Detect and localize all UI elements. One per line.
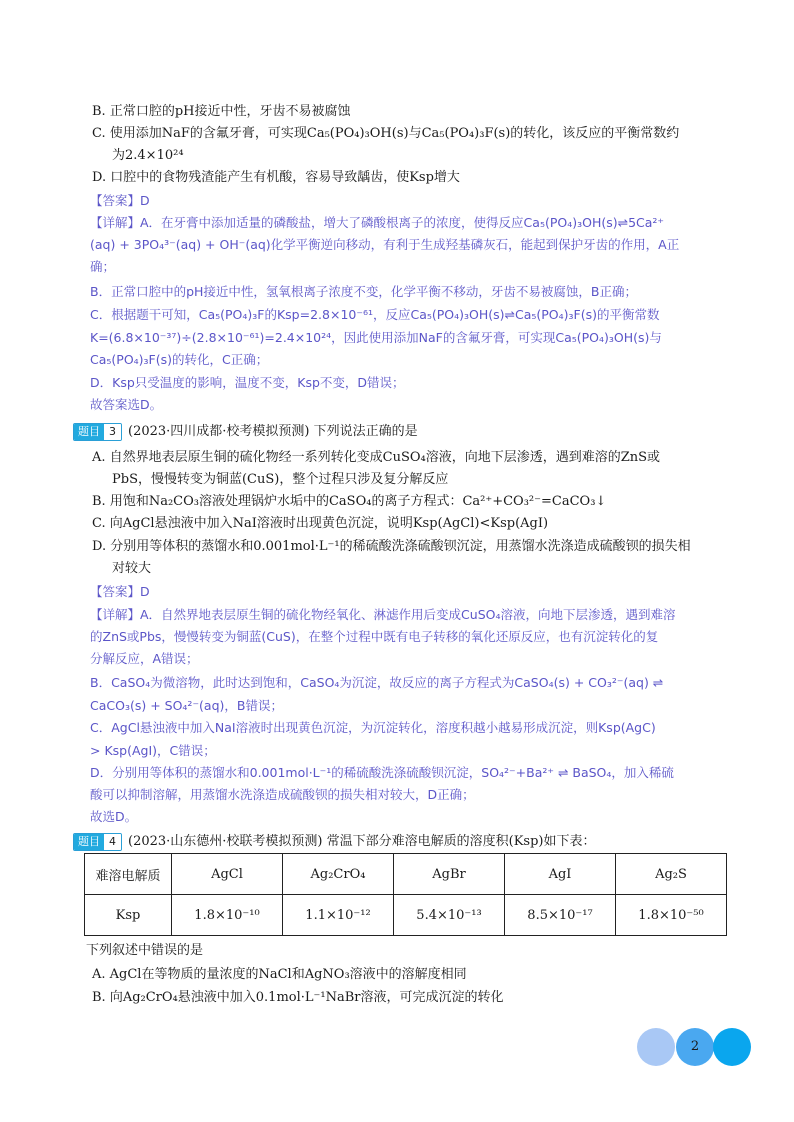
q3-explain-line: 【详解】A．自然界地表层原生铜的硫化物经氧化、淋滤作用后变成CuSO₄溶液，向地下层渗透，遇到难溶 — [90, 607, 676, 622]
q3-stem: (2023·四川成都·校考模拟预测) 下列说法正确的是 — [128, 424, 418, 439]
page-circle-right — [713, 1028, 751, 1066]
q3-explain-line: C．AgCl悬浊液中加入NaI溶液时出现黄色沉淀，为沉淀转化，溶度积越小越易形成沉淀，则Ksp(AgC) — [90, 720, 656, 735]
question-badge-label: 题目 — [74, 424, 104, 440]
q4-option-a: A. AgCl在等物质的量浓度的NaCl和AgNO₃溶液中的溶解度相同 — [92, 967, 467, 982]
q2-option-d: D. 口腔中的食物残渣能产生有机酸，容易导致龋齿，使Ksp增大 — [92, 170, 460, 185]
table-cell: AgCl — [172, 854, 283, 895]
q4-header — [73, 833, 595, 851]
table-cell: 难溶电解质 — [85, 854, 172, 895]
q4-prompt: 下列叙述中错误的是 — [86, 943, 204, 958]
q3-option-c: C. 向AgCl悬浊液中加入NaI溶液时出现黄色沉淀，说明Ksp(AgCl)<Ksp(AgI) — [92, 516, 549, 531]
q3-explain-line: B．CaSO₄为微溶物，此时达到饱和，CaSO₄为沉淀，故反应的离子方程式为CaSO₄(s) + CO₃²⁻(aq) ⇌ — [90, 675, 664, 690]
question-badge-label: 题目 — [74, 834, 104, 850]
q3-explain-line: 的ZnS或Pbs，慢慢转变为铜蓝(CuS)，在整个过程中既有电子转移的氧化还原反应，也有沉淀转化的复 — [90, 629, 659, 644]
q4-stem: (2023·山东德州·校联考模拟预测) 常温下部分难溶电解质的溶度积(Ksp)如下表： — [128, 834, 596, 849]
page-number: 2 — [690, 1039, 700, 1054]
q3-option-d: D. 分别用等体积的蒸馏水和0.001mol·L⁻¹的稀硫酸洗涤硫酸钡沉淀，用蒸馏水洗涤造成硫酸钡的损失相 — [92, 539, 691, 554]
q2-explain-line: K=(6.8×10⁻³⁷)÷(2.8×10⁻⁶¹)=2.4×10²⁴，因此使用添加NaF的含氟牙膏，可实现Ca₅(PO₄)₃OH(s)与 — [90, 330, 662, 345]
table-row — [85, 895, 727, 936]
table-cell: AgI — [505, 854, 616, 895]
q3-header — [73, 423, 418, 441]
q4-option-b: B. 向Ag₂CrO₄悬浊液中加入0.1mol·L⁻¹NaBr溶液，可完成沉淀的转化 — [92, 990, 504, 1005]
question-badge-number: 4 — [104, 834, 121, 850]
q3-option-a-cont: PbS，慢慢转变为铜蓝(CuS)，整个过程只涉及复分解反应 — [112, 472, 449, 487]
question-badge — [73, 423, 122, 441]
q3-explain-line: 分解反应，A错误； — [90, 651, 199, 666]
q2-option-b: B. 正常口腔的pH接近中性，牙齿不易被腐蚀 — [92, 104, 351, 119]
table-cell: 5.4×10⁻¹³ — [394, 895, 505, 936]
q3-explain-line: 故选D。 — [90, 809, 138, 824]
q3-explain-line: CaCO₃(s) + SO₄²⁻(aq)，B错误； — [90, 698, 283, 713]
table-cell: 8.5×10⁻¹⁷ — [505, 895, 616, 936]
page-circle-left — [637, 1028, 675, 1066]
ksp-table — [84, 853, 727, 936]
table-cell: 1.1×10⁻¹² — [283, 895, 394, 936]
table-cell: Ag₂S — [616, 854, 727, 895]
question-badge — [73, 833, 122, 851]
table-cell: 1.8×10⁻¹⁰ — [172, 895, 283, 936]
q3-option-b: B. 用饱和Na₂CO₃溶液处理锅炉水垢中的CaSO₄的离子方程式：Ca²⁺+CO₃²⁻=CaCO₃↓ — [92, 494, 607, 509]
q3-explain-line: > Ksp(AgI)，C错误； — [90, 743, 216, 758]
table-row — [85, 854, 727, 895]
q2-explain-line: Ca₅(PO₄)₃F(s)的转化，C正确； — [90, 352, 269, 367]
q2-option-c-cont: 为2.4×10²⁴ — [112, 148, 184, 163]
q2-explain-line: D．Ksp只受温度的影响，温度不变，Ksp不变，D错误； — [90, 375, 405, 390]
q2-answer: 【答案】D — [90, 193, 150, 208]
q2-explain-line: 故答案选D。 — [90, 397, 163, 412]
table-cell: AgBr — [394, 854, 505, 895]
q2-explain-line: 确； — [90, 259, 116, 274]
q3-option-a: A. 自然界地表层原生铜的硫化物经一系列转化变成CuSO₄溶液，向地下层渗透，遇到难溶的ZnS或 — [92, 450, 661, 465]
q2-option-c: C. 使用添加NaF的含氟牙膏，可实现Ca₅(PO₄)₃OH(s)与Ca₅(PO₄)₃F(s)的转化，该反应的平衡常数约 — [92, 126, 680, 141]
q2-explain-line: C．根据题干可知，Ca₅(PO₄)₃F的Ksp=2.8×10⁻⁶¹，反应Ca₅(PO₄)₃OH(s)⇌Ca₅(PO₄)₃F(s)的平衡常数 — [90, 307, 660, 322]
q3-answer: 【答案】D — [90, 584, 150, 599]
q2-explain-line: B．正常口腔中的pH接近中性，氢氧根离子浓度不变，化学平衡不移动，牙齿不易被腐蚀，B正确； — [90, 284, 637, 299]
table-cell: Ksp — [85, 895, 172, 936]
q2-explain-line: 【详解】A．在牙膏中添加适量的磷酸盐，增大了磷酸根离子的浓度，使得反应Ca₅(PO₄)₃OH(s)⇌5Ca²⁺ — [90, 215, 665, 230]
question-badge-number: 3 — [104, 424, 121, 440]
q2-explain-line: (aq) + 3PO₄³⁻(aq) + OH⁻(aq)化学平衡逆向移动，有利于生成羟基磷灰石，能起到保护牙齿的作用，A正 — [90, 237, 680, 252]
table-cell: Ag₂CrO₄ — [283, 854, 394, 895]
table-cell: 1.8×10⁻⁵⁰ — [616, 895, 727, 936]
q3-explain-line: D．分别用等体积的蒸馏水和0.001mol·L⁻¹的稀硫酸洗涤硫酸钡沉淀，SO₄²⁻+Ba²⁺ ⇌ BaSO₄，加入稀硫 — [90, 765, 674, 780]
q3-option-d-cont: 对较大 — [112, 561, 152, 576]
q3-explain-line: 酸可以抑制溶解，用蒸馏水洗涤造成硫酸钡的损失相对较大，D正确； — [90, 787, 475, 802]
